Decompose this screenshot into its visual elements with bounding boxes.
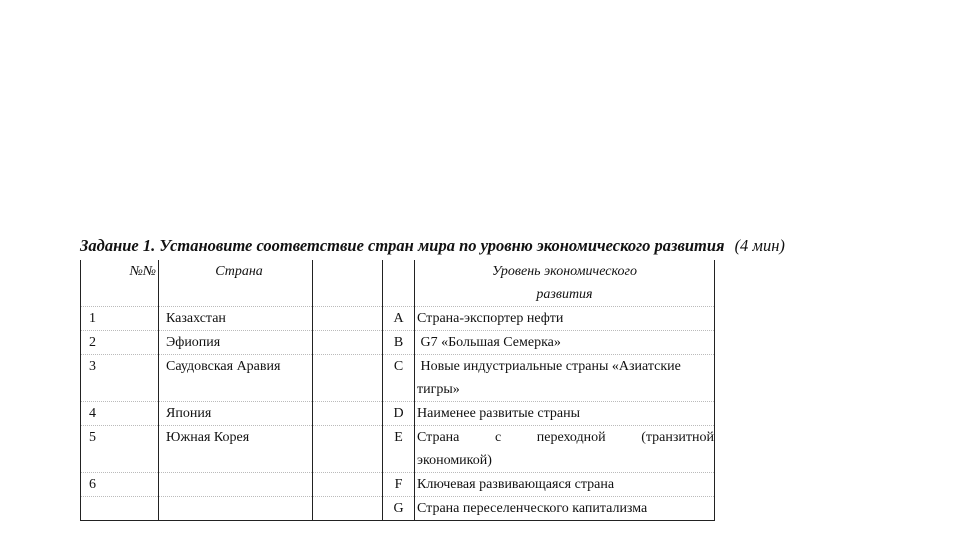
- row-blank: [313, 355, 383, 402]
- row-country: Саудовская Аравия: [159, 355, 313, 402]
- row-desc: [415, 355, 715, 402]
- row-letter: G: [383, 497, 415, 521]
- table-row: [81, 402, 715, 426]
- row-desc: G7 «Большая Семерка»: [415, 331, 715, 355]
- row-desc: Страна-экспортер нефти: [415, 307, 715, 331]
- table-row: [81, 307, 715, 331]
- table-row: [81, 331, 715, 355]
- row-country: Япония: [159, 402, 313, 426]
- row-letter: C: [383, 355, 415, 402]
- row-blank: [313, 473, 383, 497]
- row-desc-line1: Новые индустриальные страны «Азиатские: [417, 359, 681, 374]
- row-country: [159, 497, 313, 521]
- row-num: 3: [81, 355, 159, 402]
- row-letter: A: [383, 307, 415, 331]
- row-blank: [313, 426, 383, 473]
- row-letter: F: [383, 473, 415, 497]
- table-row: [81, 497, 715, 521]
- table-row: [81, 355, 715, 402]
- row-blank: [313, 307, 383, 331]
- task-time: (4 мин): [734, 236, 785, 255]
- header-country: Страна: [159, 260, 313, 307]
- row-num: [81, 497, 159, 521]
- row-blank: [313, 402, 383, 426]
- header-empty: [313, 260, 383, 307]
- table-row: [81, 426, 715, 473]
- row-blank: [313, 497, 383, 521]
- row-country: Южная Корея: [159, 426, 313, 473]
- row-num: 2: [81, 331, 159, 355]
- row-desc-line1: Страна с переходной (транзитной: [417, 430, 714, 445]
- row-num: 5: [81, 426, 159, 473]
- row-country: Казахстан: [159, 307, 313, 331]
- header-num: №№: [81, 260, 159, 307]
- row-letter: D: [383, 402, 415, 426]
- table-row: [81, 473, 715, 497]
- task-title: [80, 236, 960, 256]
- row-desc: Ключевая развивающаяся страна: [415, 473, 715, 497]
- row-letter: E: [383, 426, 415, 473]
- row-letter: B: [383, 331, 415, 355]
- row-num: 1: [81, 307, 159, 331]
- row-desc: Наименее развитые страны: [415, 402, 715, 426]
- row-desc: Страна переселенческого капитализма: [415, 497, 715, 521]
- table-header-row: [81, 260, 715, 307]
- row-num: 6: [81, 473, 159, 497]
- header-level-line1: Уровень экономического: [492, 264, 637, 279]
- row-country: [159, 473, 313, 497]
- row-desc-line2: экономикой): [417, 453, 492, 468]
- row-num: 4: [81, 402, 159, 426]
- row-country: Эфиопия: [159, 331, 313, 355]
- row-blank: [313, 331, 383, 355]
- matching-table: [80, 260, 715, 521]
- header-level: [415, 260, 715, 307]
- header-letter-empty: [383, 260, 415, 307]
- header-level-line2: развития: [536, 287, 593, 302]
- task-title-text: Задание 1. Установите соответствие стран мира по уровню экономического развития: [80, 236, 725, 255]
- row-desc: [415, 426, 715, 473]
- row-desc-line2: тигры»: [417, 382, 460, 397]
